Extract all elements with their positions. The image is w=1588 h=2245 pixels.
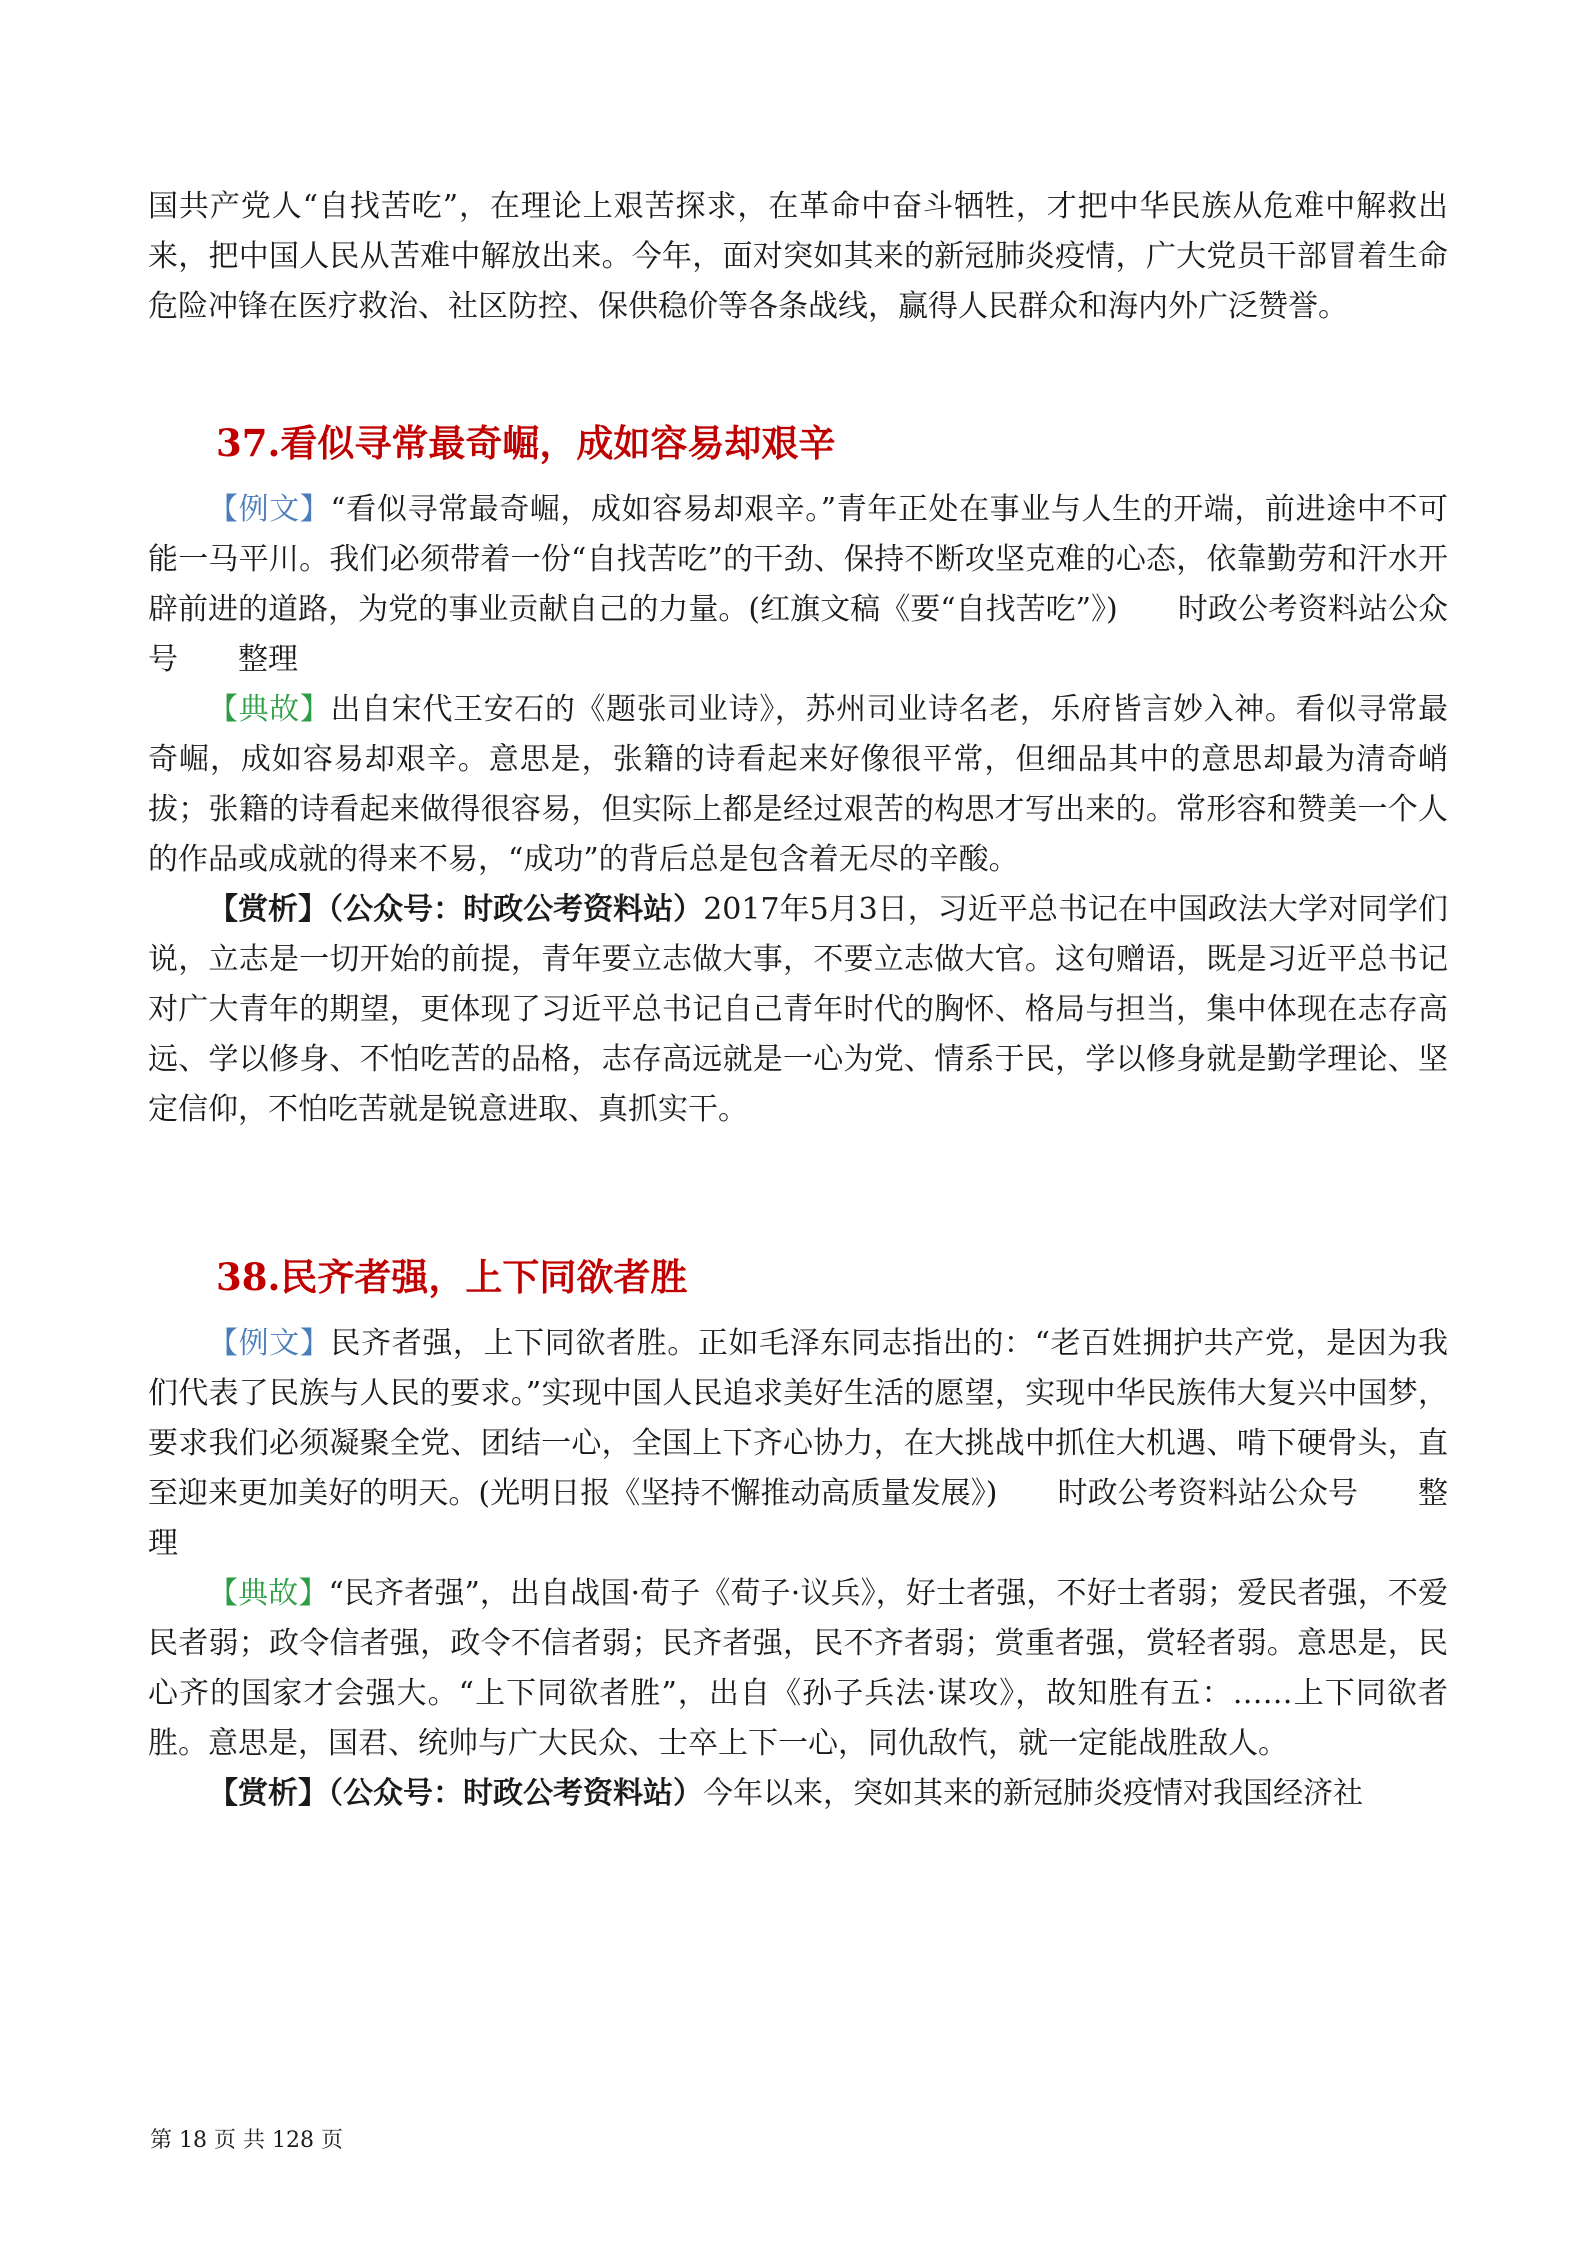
analysis-tag: 【赏析】 bbox=[208, 1776, 328, 1811]
example-tag: 【例文】 bbox=[208, 492, 331, 527]
analysis-tag: 【赏析】 bbox=[208, 892, 329, 927]
analysis-paragraph bbox=[148, 1769, 1448, 1819]
origin-tag: 【典故】 bbox=[208, 1576, 329, 1611]
origin-paragraph bbox=[148, 1569, 1448, 1769]
example-tag: 【例文】 bbox=[208, 1326, 331, 1361]
origin-text: 出自宋代王安石的《题张司业诗》，苏州司业诗名老，乐府皆言妙入神。看似寻常最奇崛，成如容易却艰辛。意思是，张籍的诗看起来好像很平常，但细品其中的意思却最为清奇峭拔；张籍的诗看起来做得很容易，但实际上都是经过艰苦的构思才写出来的。常形容和赞美一个人的作品或成就的得来不易，“成功”的背后总是包含着无尽的辛酸。 bbox=[148, 692, 1448, 877]
analysis-paragraph bbox=[148, 885, 1448, 1135]
analysis-text: 今年以来，突如其来的新冠肺炎疫情对我国经济社 bbox=[703, 1776, 1363, 1811]
origin-tag: 【典故】 bbox=[208, 692, 331, 727]
section-title: 38.民齐者强，上下同欲者胜 bbox=[216, 1255, 688, 1299]
analysis-source: （公众号：时政公考资料站） bbox=[328, 892, 704, 927]
intro-paragraph: 国共产党人“自找苦吃”，在理论上艰苦探求，在革命中奋斗牺牲，才把中华民族从危难中解救出来，把中国人民从苦难中解放出来。今年，面对突如其来的新冠肺炎疫情，广大党员干部冒着生命危险冲锋在医疗救治、社区防控、保供稳价等各条战线，赢得人民群众和海内外广泛赞誉。 bbox=[148, 189, 1448, 324]
example-text: “看似寻常最奇崛，成如容易却艰辛。”青年正处在事业与人生的开端，前进途中不可能一马平川。我们必须带着一份“自找苦吃”的干劲、保持不断攻坚克难的心态，依靠勤劳和汗水开辟前进的道路，为党的事业贡献自己的力量。(红旗文稿《要“自找苦吃”》) 时政公考资料站公众号 整理 bbox=[148, 492, 1448, 677]
analysis-source: （公众号：时政公考资料站） bbox=[328, 1776, 703, 1811]
analysis-text: 2017年5月3日，习近平总书记在中国政法大学对同学们说，立志是一切开始的前提，青年要立志做大事，不要立志做大官。这句赠语，既是习近平总书记对广大青年的期望，更体现了习近平总书记自己青年时代的胸怀、格局与担当，集中体现在志存高远、学以修身、不怕吃苦的品格，志存高远就是一心为党、情系于民，学以修身就是勤学理论、坚定信仰，不怕吃苦就是锐意进取、真抓实干。 bbox=[148, 892, 1448, 1127]
example-text: 民齐者强，上下同欲者胜。正如毛泽东同志指出的：“老百姓拥护共产党，是因为我们代表了民族与人民的要求。”实现中国人民追求美好生活的愿望，实现中华民族伟大复兴中国梦，要求我们必须凝聚全党、团结一心，全国上下齐心协力，在大挑战中抓住大机遇、啃下硬骨头，直至迎来更加美好的明天。(光明日报《坚持不懈推动高质量发展》) 时政公考资料站公众号 整理 bbox=[148, 1326, 1448, 1561]
page-footer: 第 18 页 共 128 页 bbox=[150, 2128, 343, 2153]
section-title: 37.看似寻常最奇崛，成如容易却艰辛 bbox=[216, 421, 836, 465]
origin-paragraph bbox=[148, 685, 1448, 885]
page-content bbox=[148, 182, 1448, 1819]
example-paragraph bbox=[148, 1319, 1448, 1569]
example-paragraph bbox=[148, 485, 1448, 685]
origin-text: “民齐者强”，出自战国·荀子《荀子·议兵》，好士者强，不好士者弱；爱民者强，不爱民者弱；政令信者强，政令不信者弱；民齐者强，民不齐者弱；赏重者强，赏轻者弱。意思是，民心齐的国家才会强大。“上下同欲者胜”，出自《孙子兵法·谋攻》，故知胜有五：……上下同欲者胜。意思是，国君、统帅与广大民众、士卒上下一心，同仇敌忾，就一定能战胜敌人。 bbox=[148, 1576, 1449, 1761]
